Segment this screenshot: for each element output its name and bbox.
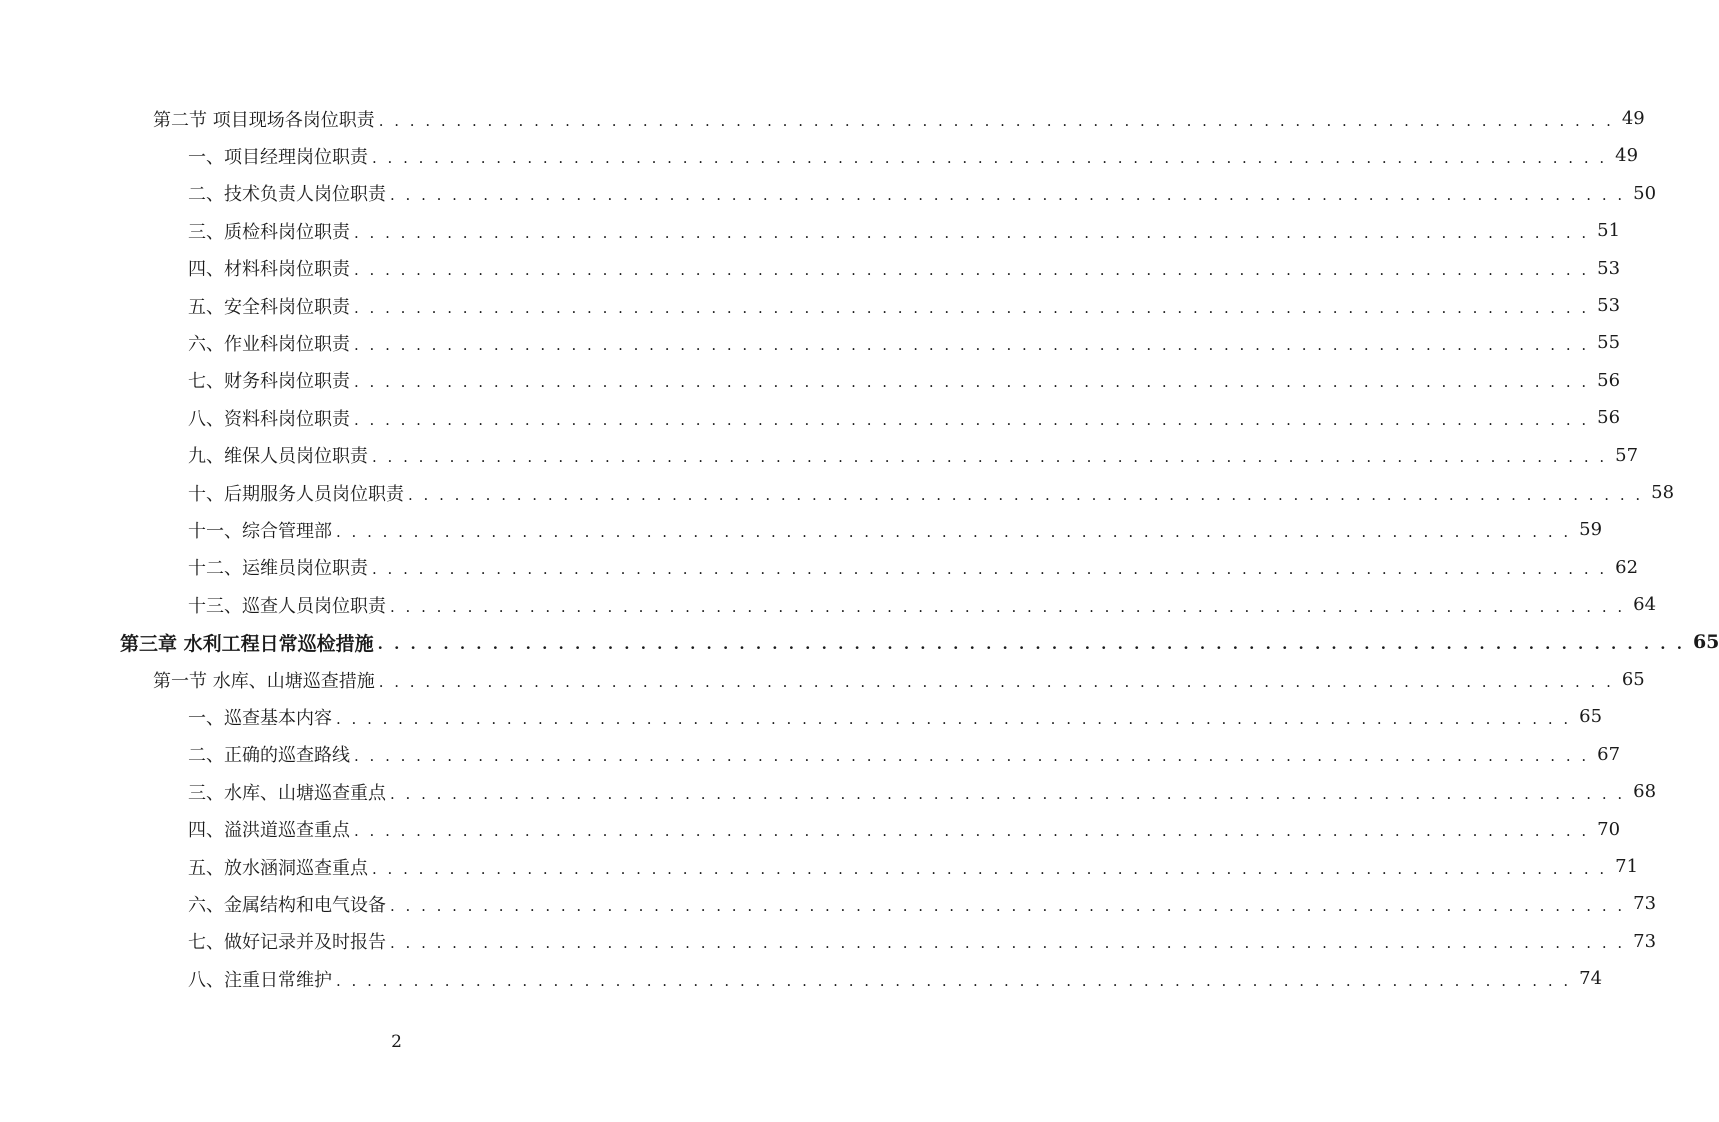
dot-leader: . . . . . . . . . . . . . . . . . . . . . . . . . . . . . . . . . . . . . . . . . . . . . . . . . . . . . . . . . . . . . . . . . . . . . . . . . . . . . . . . [354, 335, 1590, 354]
toc-entry-title: 一、巡查基本内容 [188, 707, 332, 729]
toc-entry-page: 73 [1633, 893, 1657, 915]
toc-item-row[interactable] [188, 811, 1621, 848]
toc-item-row[interactable] [188, 960, 1603, 997]
toc-entry-page: 74 [1579, 968, 1603, 990]
toc-entry-page: 68 [1633, 781, 1657, 803]
toc-entry-title: 第三章 水利工程日常巡检措施 [120, 632, 374, 655]
toc-item-row[interactable] [188, 885, 1657, 922]
toc-entry-title: 二、正确的巡查路线 [188, 745, 350, 767]
dot-leader: . . . . . . . . . . . . . . . . . . . . . . . . . . . . . . . . . . . . . . . . . . . . . . . . . . . . . . . . . . . . . . . . . . . . . . . . . . . . . . . . [354, 410, 1590, 429]
dot-leader: . . . . . . . . . . . . . . . . . . . . . . . . . . . . . . . . . . . . . . . . . . . . . . . . . . . . . . . . . . . . . . . . . . . . . . . . . . . . . . . . [377, 635, 1685, 654]
dot-leader: . . . . . . . . . . . . . . . . . . . . . . . . . . . . . . . . . . . . . . . . . . . . . . . . . . . . . . . . . . . . . . . . . . . . . . . . . . . . . . . . [354, 223, 1590, 242]
toc-entry-page: 49 [1621, 108, 1645, 129]
dot-leader: . . . . . . . . . . . . . . . . . . . . . . . . . . . . . . . . . . . . . . . . . . . . . . . . . . . . . . . . . . . . . . . . . . . . . . . . . . . . . . . . [354, 822, 1590, 841]
toc-entry-page: 58 [1651, 482, 1675, 503]
dot-leader: . . . . . . . . . . . . . . . . . . . . . . . . . . . . . . . . . . . . . . . . . . . . . . . . . . . . . . . . . . . . . . . . . . . . . . . . . . . . . . . . [408, 485, 1644, 504]
toc-entry-page: 70 [1597, 818, 1621, 840]
dot-leader: . . . . . . . . . . . . . . . . . . . . . . . . . . . . . . . . . . . . . . . . . . . . . . . . . . . . . . . . . . . . . . . . . . . . . . . . . . . . . . . . [354, 261, 1590, 280]
toc-entry-page: 55 [1597, 332, 1621, 354]
toc-item-row[interactable] [188, 212, 1621, 249]
dot-leader: . . . . . . . . . . . . . . . . . . . . . . . . . . . . . . . . . . . . . . . . . . . . . . . . . . . . . . . . . . . . . . . . . . . . . . . . . . . . . . . . [390, 934, 1626, 953]
toc-entry-title: 三、质检科岗位职责 [188, 221, 350, 243]
dot-leader: . . . . . . . . . . . . . . . . . . . . . . . . . . . . . . . . . . . . . . . . . . . . . . . . . . . . . . . . . . . . . . . . . . . . . . . . . . . . . . . . [378, 672, 1614, 691]
dot-leader: . . . . . . . . . . . . . . . . . . . . . . . . . . . . . . . . . . . . . . . . . . . . . . . . . . . . . . . . . . . . . . . . . . . . . . . . . . . . . . . . [390, 784, 1626, 803]
toc-entry-page: 56 [1597, 369, 1621, 391]
dot-leader: . . . . . . . . . . . . . . . . . . . . . . . . . . . . . . . . . . . . . . . . . . . . . . . . . . . . . . . . . . . . . . . . . . . . . . . . . . . . . . . . [372, 560, 1608, 579]
toc-entry-title: 五、放水涵洞巡查重点 [188, 857, 368, 879]
toc-entry-title: 第一节 水库、山塘巡查措施 [153, 670, 375, 692]
toc-item-row[interactable] [188, 474, 1675, 511]
dot-leader: . . . . . . . . . . . . . . . . . . . . . . . . . . . . . . . . . . . . . . . . . . . . . . . . . . . . . . . . . . . . . . . . . . . . . . . . . . . . . . . . [336, 522, 1572, 541]
toc-entry-page: 59 [1579, 519, 1603, 541]
toc-entry-title: 九、维保人员岗位职责 [188, 446, 368, 468]
toc-item-row[interactable] [188, 511, 1603, 548]
toc-entry-page: 65 [1621, 669, 1645, 690]
toc-entry-title: 十、后期服务人员岗位职责 [188, 483, 404, 505]
toc-item-row[interactable] [188, 698, 1603, 735]
toc-section-row[interactable] [153, 100, 1645, 137]
toc-item-row[interactable] [188, 250, 1621, 287]
toc-item-row[interactable] [188, 324, 1621, 361]
toc-entry-page: 62 [1615, 556, 1639, 578]
toc-entry-page: 67 [1597, 743, 1621, 765]
toc-entry-title: 六、作业科岗位职责 [188, 333, 350, 355]
dot-leader: . . . . . . . . . . . . . . . . . . . . . . . . . . . . . . . . . . . . . . . . . . . . . . . . . . . . . . . . . . . . . . . . . . . . . . . . . . . . . . . . [336, 709, 1572, 728]
dot-leader: . . . . . . . . . . . . . . . . . . . . . . . . . . . . . . . . . . . . . . . . . . . . . . . . . . . . . . . . . . . . . . . . . . . . . . . . . . . . . . . . [372, 859, 1608, 878]
toc-item-row[interactable] [188, 923, 1657, 960]
toc-entry-title: 八、注重日常维护 [188, 969, 332, 991]
dot-leader: . . . . . . . . . . . . . . . . . . . . . . . . . . . . . . . . . . . . . . . . . . . . . . . . . . . . . . . . . . . . . . . . . . . . . . . . . . . . . . . . [354, 747, 1590, 766]
toc-item-row[interactable] [188, 137, 1639, 174]
dot-leader: . . . . . . . . . . . . . . . . . . . . . . . . . . . . . . . . . . . . . . . . . . . . . . . . . . . . . . . . . . . . . . . . . . . . . . . . . . . . . . . . [390, 896, 1626, 915]
toc-entry-title: 十三、巡查人员岗位职责 [188, 595, 386, 617]
toc-item-row[interactable] [188, 736, 1621, 773]
dot-leader: . . . . . . . . . . . . . . . . . . . . . . . . . . . . . . . . . . . . . . . . . . . . . . . . . . . . . . . . . . . . . . . . . . . . . . . . . . . . . . . . [336, 971, 1572, 990]
dot-leader: . . . . . . . . . . . . . . . . . . . . . . . . . . . . . . . . . . . . . . . . . . . . . . . . . . . . . . . . . . . . . . . . . . . . . . . . . . . . . . . . [390, 186, 1626, 205]
toc-entry-page: 50 [1633, 182, 1657, 204]
toc-item-row[interactable] [188, 287, 1621, 324]
toc-entry-page: 71 [1615, 856, 1639, 877]
toc-entry-page: 53 [1597, 295, 1621, 316]
toc-entry-title: 七、做好记录并及时报告 [188, 932, 386, 954]
toc-entry-title: 三、水库、山塘巡查重点 [188, 782, 386, 804]
toc-entry-page: 65 [1579, 706, 1603, 728]
toc-entry-title: 一、项目经理岗位职责 [188, 146, 368, 168]
toc-entry-title: 五、安全科岗位职责 [188, 296, 350, 318]
dot-leader: . . . . . . . . . . . . . . . . . . . . . . . . . . . . . . . . . . . . . . . . . . . . . . . . . . . . . . . . . . . . . . . . . . . . . . . . . . . . . . . . [378, 111, 1614, 130]
toc-chapter-row[interactable] [120, 624, 1719, 661]
toc-entry-title: 四、材料科岗位职责 [188, 259, 350, 281]
toc-entry-page: 49 [1615, 145, 1639, 167]
toc-item-row[interactable] [188, 437, 1639, 474]
toc-entry-title: 第二节 项目现场各岗位职责 [153, 109, 375, 131]
toc-entry-page: 53 [1597, 257, 1621, 279]
toc-item-row[interactable] [188, 586, 1657, 623]
toc-entry-title: 四、溢洪道巡查重点 [188, 820, 350, 842]
dot-leader: . . . . . . . . . . . . . . . . . . . . . . . . . . . . . . . . . . . . . . . . . . . . . . . . . . . . . . . . . . . . . . . . . . . . . . . . . . . . . . . . [390, 597, 1626, 616]
dot-leader: . . . . . . . . . . . . . . . . . . . . . . . . . . . . . . . . . . . . . . . . . . . . . . . . . . . . . . . . . . . . . . . . . . . . . . . . . . . . . . . . [372, 448, 1608, 467]
toc-item-row[interactable] [188, 175, 1657, 212]
toc-entry-page: 73 [1633, 930, 1657, 952]
toc-item-row[interactable] [188, 773, 1657, 810]
toc-item-row[interactable] [188, 362, 1621, 399]
toc-item-row[interactable] [188, 848, 1639, 885]
toc-item-row[interactable] [188, 399, 1621, 436]
toc-entry-title: 十二、运维员岗位职责 [188, 558, 368, 580]
toc-entry-title: 十一、综合管理部 [188, 520, 332, 542]
page-number: 2 [391, 1032, 402, 1052]
toc-item-row[interactable] [188, 549, 1639, 586]
toc-entry-page: 56 [1597, 407, 1621, 429]
toc-section-row[interactable] [153, 661, 1645, 698]
toc-entry-title: 八、资料科岗位职责 [188, 408, 350, 430]
toc-entry-page: 57 [1615, 444, 1639, 466]
dot-leader: . . . . . . . . . . . . . . . . . . . . . . . . . . . . . . . . . . . . . . . . . . . . . . . . . . . . . . . . . . . . . . . . . . . . . . . . . . . . . . . . [372, 148, 1608, 167]
dot-leader: . . . . . . . . . . . . . . . . . . . . . . . . . . . . . . . . . . . . . . . . . . . . . . . . . . . . . . . . . . . . . . . . . . . . . . . . . . . . . . . . [354, 298, 1590, 317]
toc-entry-page: 51 [1597, 220, 1621, 242]
toc-entry-title: 二、技术负责人岗位职责 [188, 184, 386, 206]
dot-leader: . . . . . . . . . . . . . . . . . . . . . . . . . . . . . . . . . . . . . . . . . . . . . . . . . . . . . . . . . . . . . . . . . . . . . . . . . . . . . . . . [354, 373, 1590, 392]
toc-entry-title: 七、财务科岗位职责 [188, 371, 350, 393]
toc-entry-page: 64 [1633, 594, 1657, 616]
toc-entry-title: 六、金属结构和电气设备 [188, 894, 386, 916]
toc-entry-page: 65 [1692, 631, 1719, 654]
